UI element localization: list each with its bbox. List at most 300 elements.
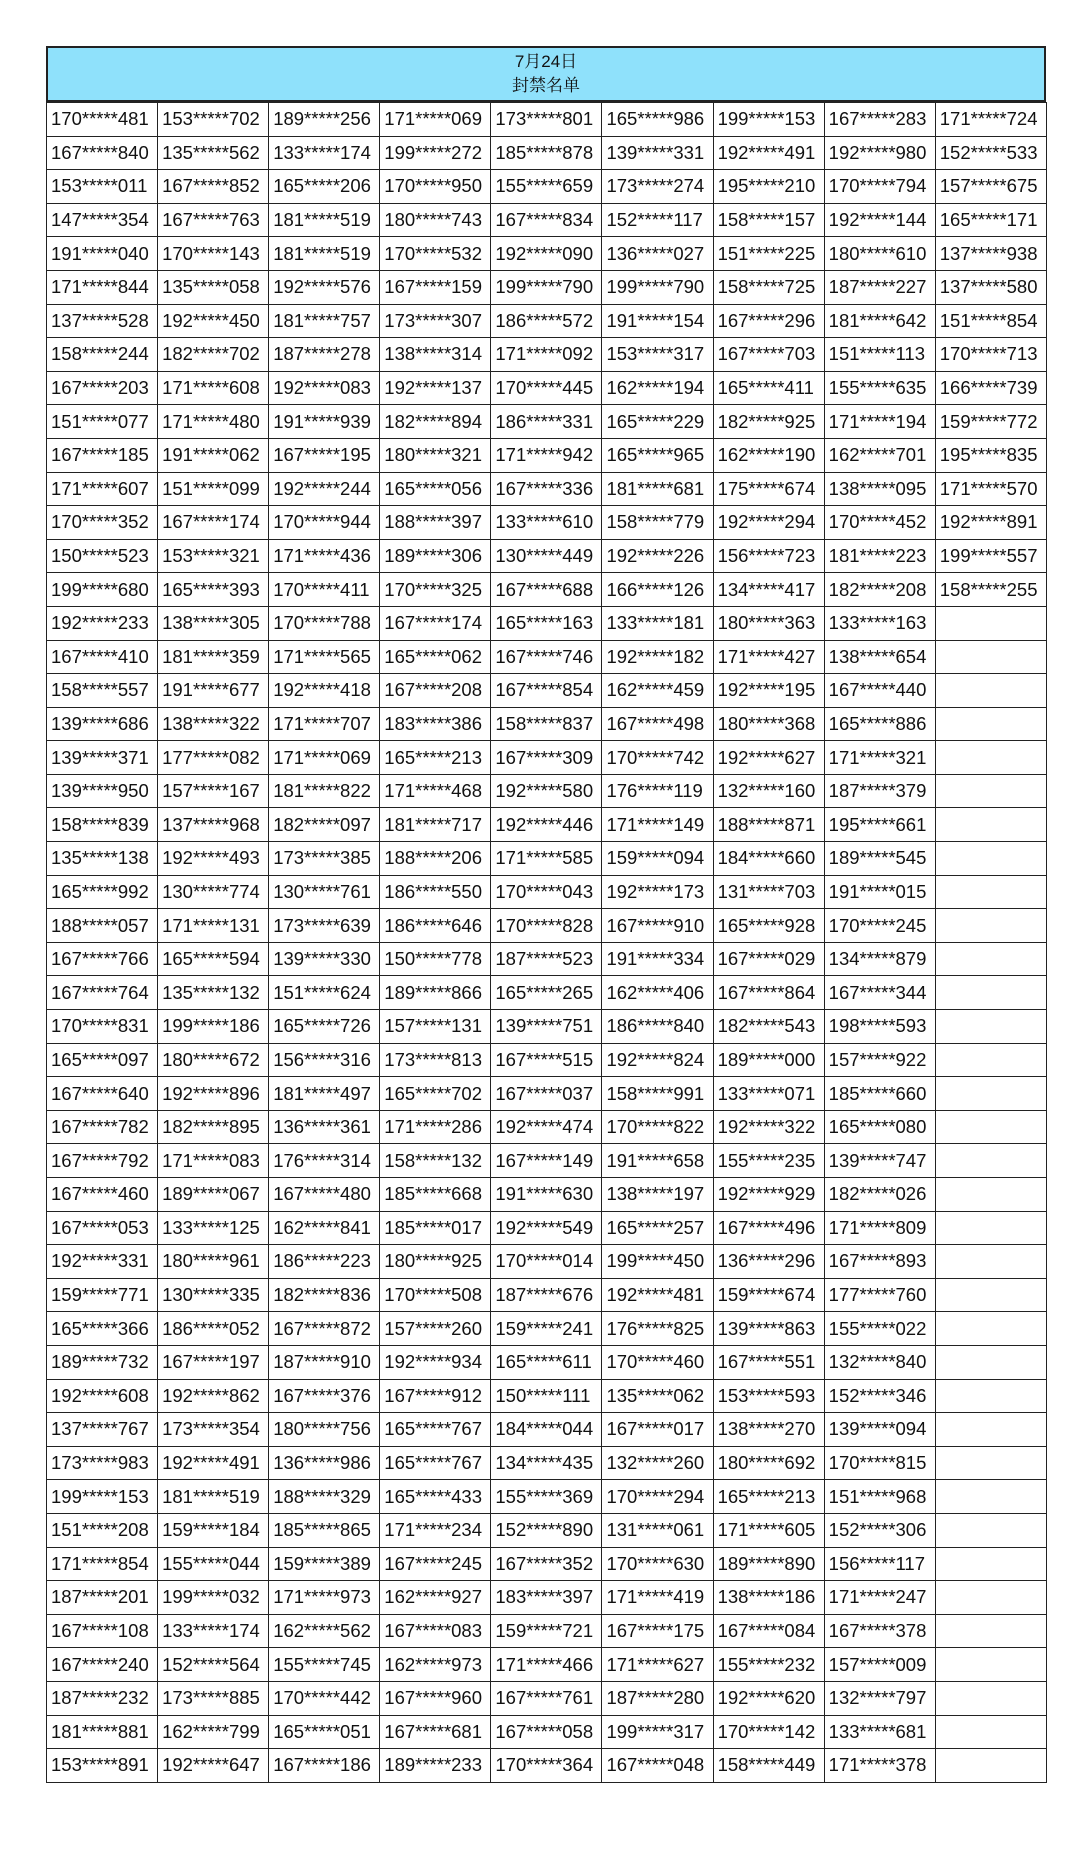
table-cell: 187*****910: [269, 1345, 380, 1379]
table-cell: 165*****206: [269, 170, 380, 204]
table-cell: 170*****815: [824, 1446, 935, 1480]
table-cell: 167*****084: [713, 1614, 824, 1648]
table-cell: 191*****334: [602, 942, 713, 976]
table-row: [47, 606, 1047, 640]
table-cell: 175*****674: [713, 472, 824, 506]
table-cell: 171*****069: [269, 741, 380, 775]
table-cell: 199*****153: [713, 103, 824, 137]
table-cell: 167*****480: [269, 1178, 380, 1212]
table-cell: 167*****352: [491, 1547, 602, 1581]
table-cell: 158*****244: [47, 338, 158, 372]
table-row: [47, 1245, 1047, 1279]
table-row: [47, 371, 1047, 405]
table-row: [47, 304, 1047, 338]
table-cell: 167*****185: [47, 438, 158, 472]
table-cell: 199*****153: [47, 1480, 158, 1514]
table-cell: 158*****837: [491, 707, 602, 741]
table-cell: 188*****871: [713, 808, 824, 842]
table-cell: 170*****822: [602, 1110, 713, 1144]
table-cell: 171*****942: [491, 438, 602, 472]
table-row: [47, 1581, 1047, 1615]
table-cell: 167*****840: [47, 136, 158, 170]
table-row: [47, 103, 1047, 137]
table-cell: 138*****186: [713, 1581, 824, 1615]
table-cell: 186*****052: [158, 1312, 269, 1346]
table-cell: 187*****232: [47, 1681, 158, 1715]
sheet-header: [46, 46, 1046, 102]
table-cell: 151*****077: [47, 405, 158, 439]
table-cell: [935, 976, 1046, 1010]
table-cell: 158*****157: [713, 203, 824, 237]
table-row: [47, 573, 1047, 607]
table-cell: 171*****466: [491, 1648, 602, 1682]
table-cell: 192*****182: [602, 640, 713, 674]
table-cell: 155*****235: [713, 1144, 824, 1178]
table-cell: 171*****436: [269, 539, 380, 573]
table-row: [47, 1749, 1047, 1783]
table-cell: 167*****283: [824, 103, 935, 137]
table-cell: 192*****824: [602, 1043, 713, 1077]
table-cell: 192*****294: [713, 506, 824, 540]
table-cell: 170*****481: [47, 103, 158, 137]
table-cell: 192*****608: [47, 1379, 158, 1413]
table-cell: 171*****724: [935, 103, 1046, 137]
table-cell: 165*****080: [824, 1110, 935, 1144]
table-cell: 170*****630: [602, 1547, 713, 1581]
table-cell: 167*****872: [269, 1312, 380, 1346]
table-row: [47, 1211, 1047, 1245]
table-cell: 150*****778: [380, 942, 491, 976]
table-cell: 151*****113: [824, 338, 935, 372]
table-cell: 171*****092: [491, 338, 602, 372]
table-cell: 185*****865: [269, 1513, 380, 1547]
table-row: [47, 170, 1047, 204]
table-row: [47, 338, 1047, 372]
table-cell: [935, 1379, 1046, 1413]
table-cell: 162*****927: [380, 1581, 491, 1615]
table-cell: 162*****194: [602, 371, 713, 405]
table-row: [47, 1480, 1047, 1514]
table-cell: 187*****676: [491, 1278, 602, 1312]
table-cell: 199*****790: [491, 270, 602, 304]
table-cell: 171*****844: [47, 270, 158, 304]
table-cell: 171*****707: [269, 707, 380, 741]
table-cell: 152*****117: [602, 203, 713, 237]
table-cell: 150*****523: [47, 539, 158, 573]
table-cell: 171*****607: [47, 472, 158, 506]
table-cell: [935, 741, 1046, 775]
table-cell: 171*****378: [824, 1749, 935, 1783]
table-cell: [935, 1614, 1046, 1648]
table-cell: 165*****051: [269, 1715, 380, 1749]
table-cell: 167*****108: [47, 1614, 158, 1648]
table-row: [47, 539, 1047, 573]
table-cell: 165*****229: [602, 405, 713, 439]
table-cell: [935, 1715, 1046, 1749]
table-cell: 192*****331: [47, 1245, 158, 1279]
table-cell: 139*****331: [602, 136, 713, 170]
table-cell: 134*****417: [713, 573, 824, 607]
table-cell: 192*****450: [158, 304, 269, 338]
table-cell: 167*****498: [602, 707, 713, 741]
table-cell: 173*****307: [380, 304, 491, 338]
table-cell: 157*****922: [824, 1043, 935, 1077]
table-cell: 180*****672: [158, 1043, 269, 1077]
table-cell: 135*****058: [158, 270, 269, 304]
table-cell: 176*****314: [269, 1144, 380, 1178]
table-cell: 170*****508: [380, 1278, 491, 1312]
table-row: [47, 1614, 1047, 1648]
table-cell: 167*****834: [491, 203, 602, 237]
table-cell: 189*****256: [269, 103, 380, 137]
table-cell: 139*****950: [47, 774, 158, 808]
table-cell: 158*****991: [602, 1077, 713, 1111]
table-cell: 180*****961: [158, 1245, 269, 1279]
table-row: [47, 808, 1047, 842]
table-cell: 165*****767: [380, 1446, 491, 1480]
table-cell: 192*****244: [269, 472, 380, 506]
table-cell: 181*****519: [158, 1480, 269, 1514]
table-cell: 165*****213: [380, 741, 491, 775]
table-cell: 155*****659: [491, 170, 602, 204]
table-cell: 171*****194: [824, 405, 935, 439]
table-cell: 167*****174: [380, 606, 491, 640]
table-cell: 165*****213: [713, 1480, 824, 1514]
table-cell: 157*****675: [935, 170, 1046, 204]
table-cell: 167*****017: [602, 1413, 713, 1447]
table-cell: 165*****594: [158, 942, 269, 976]
table-cell: [935, 1648, 1046, 1682]
ban-list-body: [47, 103, 1047, 1783]
table-row: [47, 1077, 1047, 1111]
table-cell: 134*****435: [491, 1446, 602, 1480]
table-cell: 189*****067: [158, 1178, 269, 1212]
table-cell: 165*****986: [602, 103, 713, 137]
table-cell: 159*****674: [713, 1278, 824, 1312]
table-cell: 189*****866: [380, 976, 491, 1010]
table-cell: 192*****647: [158, 1749, 269, 1783]
table-cell: 138*****654: [824, 640, 935, 674]
table-cell: 162*****841: [269, 1211, 380, 1245]
table-cell: 182*****702: [158, 338, 269, 372]
table-cell: 182*****208: [824, 573, 935, 607]
table-cell: 191*****015: [824, 875, 935, 909]
table-cell: 185*****660: [824, 1077, 935, 1111]
table-cell: 130*****761: [269, 875, 380, 909]
table-cell: 188*****057: [47, 909, 158, 943]
table-cell: 136*****986: [269, 1446, 380, 1480]
table-cell: 182*****097: [269, 808, 380, 842]
table-cell: 167*****681: [380, 1715, 491, 1749]
table-row: [47, 438, 1047, 472]
table-row: [47, 1513, 1047, 1547]
table-cell: 192*****491: [713, 136, 824, 170]
table-cell: 139*****371: [47, 741, 158, 775]
table-cell: 176*****119: [602, 774, 713, 808]
table-cell: [935, 909, 1046, 943]
table-cell: 153*****011: [47, 170, 158, 204]
table-cell: 170*****713: [935, 338, 1046, 372]
table-cell: [935, 1110, 1046, 1144]
table-cell: 167*****763: [158, 203, 269, 237]
table-cell: 158*****132: [380, 1144, 491, 1178]
table-cell: 170*****794: [824, 170, 935, 204]
table-cell: 187*****201: [47, 1581, 158, 1615]
table-cell: 199*****790: [602, 270, 713, 304]
table-row: [47, 1715, 1047, 1749]
table-cell: 162*****459: [602, 674, 713, 708]
table-row: [47, 237, 1047, 271]
table-cell: 132*****260: [602, 1446, 713, 1480]
table-cell: 181*****519: [269, 237, 380, 271]
table-cell: 171*****427: [713, 640, 824, 674]
table-cell: 181*****519: [269, 203, 380, 237]
table-cell: [935, 1547, 1046, 1581]
table-cell: 187*****280: [602, 1681, 713, 1715]
table-cell: 192*****322: [713, 1110, 824, 1144]
table-cell: 153*****317: [602, 338, 713, 372]
table-cell: 167*****174: [158, 506, 269, 540]
table-cell: 167*****852: [158, 170, 269, 204]
table-cell: 170*****294: [602, 1480, 713, 1514]
table-cell: 165*****767: [380, 1413, 491, 1447]
table-row: [47, 1547, 1047, 1581]
table-cell: 189*****890: [713, 1547, 824, 1581]
table-row: [47, 674, 1047, 708]
table-cell: 167*****245: [380, 1547, 491, 1581]
table-cell: 182*****543: [713, 1010, 824, 1044]
table-cell: 139*****686: [47, 707, 158, 741]
table-cell: [935, 1144, 1046, 1178]
table-cell: 171*****419: [602, 1581, 713, 1615]
table-cell: 191*****677: [158, 674, 269, 708]
table-cell: 165*****965: [602, 438, 713, 472]
table-row: [47, 707, 1047, 741]
table-cell: [935, 1681, 1046, 1715]
table-cell: 165*****611: [491, 1345, 602, 1379]
table-cell: 165*****097: [47, 1043, 158, 1077]
table-cell: [935, 1312, 1046, 1346]
table-cell: 167*****159: [380, 270, 491, 304]
table-row: [47, 136, 1047, 170]
table-cell: 171*****234: [380, 1513, 491, 1547]
table-cell: 170*****442: [269, 1681, 380, 1715]
table-cell: 171*****854: [47, 1547, 158, 1581]
table-cell: 186*****223: [269, 1245, 380, 1279]
table-cell: [935, 1077, 1046, 1111]
table-cell: 192*****493: [158, 842, 269, 876]
table-cell: 165*****171: [935, 203, 1046, 237]
table-cell: 171*****468: [380, 774, 491, 808]
table-cell: 167*****515: [491, 1043, 602, 1077]
table-cell: 152*****564: [158, 1648, 269, 1682]
table-cell: 133*****174: [269, 136, 380, 170]
table-cell: [935, 640, 1046, 674]
table-cell: 167*****640: [47, 1077, 158, 1111]
table-cell: 167*****782: [47, 1110, 158, 1144]
table-cell: 167*****893: [824, 1245, 935, 1279]
table-cell: [935, 674, 1046, 708]
table-cell: [935, 875, 1046, 909]
table-cell: 170*****950: [380, 170, 491, 204]
table-cell: 153*****593: [713, 1379, 824, 1413]
table-cell: 152*****346: [824, 1379, 935, 1413]
table-cell: 165*****411: [713, 371, 824, 405]
table-cell: 171*****069: [380, 103, 491, 137]
table-cell: 159*****389: [269, 1547, 380, 1581]
table-cell: 199*****272: [380, 136, 491, 170]
table-cell: 171*****149: [602, 808, 713, 842]
table-cell: 167*****761: [491, 1681, 602, 1715]
table-cell: 180*****610: [824, 237, 935, 271]
table-cell: 171*****321: [824, 741, 935, 775]
table-row: [47, 1178, 1047, 1212]
table-cell: 192*****144: [824, 203, 935, 237]
table-cell: 158*****779: [602, 506, 713, 540]
table-cell: 199*****032: [158, 1581, 269, 1615]
table-row: [47, 1144, 1047, 1178]
table-cell: 167*****296: [713, 304, 824, 338]
table-cell: 152*****890: [491, 1513, 602, 1547]
table-cell: 137*****968: [158, 808, 269, 842]
table-cell: 173*****813: [380, 1043, 491, 1077]
table-cell: 199*****317: [602, 1715, 713, 1749]
table-cell: 165*****928: [713, 909, 824, 943]
table-cell: 167*****336: [491, 472, 602, 506]
table-cell: 167*****203: [47, 371, 158, 405]
table-cell: 182*****894: [380, 405, 491, 439]
table-row: [47, 909, 1047, 943]
table-cell: 171*****809: [824, 1211, 935, 1245]
table-cell: 139*****094: [824, 1413, 935, 1447]
table-cell: 187*****278: [269, 338, 380, 372]
table-cell: 170*****788: [269, 606, 380, 640]
table-cell: 133*****174: [158, 1614, 269, 1648]
table-cell: 192*****980: [824, 136, 935, 170]
table-cell: 165*****062: [380, 640, 491, 674]
table-cell: 192*****226: [602, 539, 713, 573]
table-cell: 165*****992: [47, 875, 158, 909]
table-cell: 192*****233: [47, 606, 158, 640]
table-row: [47, 942, 1047, 976]
table-cell: 133*****071: [713, 1077, 824, 1111]
table-cell: 167*****309: [491, 741, 602, 775]
table-cell: 192*****891: [935, 506, 1046, 540]
table-cell: 177*****760: [824, 1278, 935, 1312]
table-cell: 137*****528: [47, 304, 158, 338]
table-cell: 182*****925: [713, 405, 824, 439]
table-cell: 158*****449: [713, 1749, 824, 1783]
table-cell: 173*****354: [158, 1413, 269, 1447]
table-cell: 176*****825: [602, 1312, 713, 1346]
table-cell: 171*****605: [713, 1513, 824, 1547]
table-cell: 152*****306: [824, 1513, 935, 1547]
table-cell: 167*****175: [602, 1614, 713, 1648]
table-cell: 155*****369: [491, 1480, 602, 1514]
table-cell: 170*****742: [602, 741, 713, 775]
table-cell: 170*****831: [47, 1010, 158, 1044]
table-cell: [935, 1010, 1046, 1044]
table-row: [47, 405, 1047, 439]
table-cell: [935, 707, 1046, 741]
table-cell: 188*****206: [380, 842, 491, 876]
table-cell: 151*****624: [269, 976, 380, 1010]
table-cell: 171*****608: [158, 371, 269, 405]
table-cell: 173*****274: [602, 170, 713, 204]
table-cell: 171*****480: [158, 405, 269, 439]
table-cell: 170*****828: [491, 909, 602, 943]
table-cell: [935, 1178, 1046, 1212]
table-row: [47, 506, 1047, 540]
table-cell: 165*****366: [47, 1312, 158, 1346]
table-cell: 167*****344: [824, 976, 935, 1010]
table-cell: 150*****111: [491, 1379, 602, 1413]
table-cell: [935, 942, 1046, 976]
table-cell: 181*****822: [269, 774, 380, 808]
table-cell: 167*****197: [158, 1345, 269, 1379]
table-cell: 162*****973: [380, 1648, 491, 1682]
table-cell: 191*****658: [602, 1144, 713, 1178]
table-cell: 171*****585: [491, 842, 602, 876]
table-cell: 184*****044: [491, 1413, 602, 1447]
table-cell: [935, 1513, 1046, 1547]
table-cell: 133*****610: [491, 506, 602, 540]
table-cell: 171*****565: [269, 640, 380, 674]
table-cell: 165*****433: [380, 1480, 491, 1514]
table-cell: 153*****702: [158, 103, 269, 137]
table-cell: 187*****379: [824, 774, 935, 808]
table-row: [47, 640, 1047, 674]
table-cell: 131*****703: [713, 875, 824, 909]
table-cell: 185*****017: [380, 1211, 491, 1245]
table-cell: 191*****062: [158, 438, 269, 472]
table-cell: 133*****125: [158, 1211, 269, 1245]
table-cell: 185*****878: [491, 136, 602, 170]
table-cell: 167*****186: [269, 1749, 380, 1783]
table-cell: 156*****723: [713, 539, 824, 573]
table-cell: 130*****449: [491, 539, 602, 573]
table-cell: 167*****764: [47, 976, 158, 1010]
table-cell: 191*****040: [47, 237, 158, 271]
table-cell: 192*****576: [269, 270, 380, 304]
table-cell: 165*****886: [824, 707, 935, 741]
table-cell: 189*****732: [47, 1345, 158, 1379]
table-cell: 170*****245: [824, 909, 935, 943]
table-cell: 165*****257: [602, 1211, 713, 1245]
table-cell: 165*****726: [269, 1010, 380, 1044]
table-cell: 170*****411: [269, 573, 380, 607]
table-cell: 135*****062: [602, 1379, 713, 1413]
table-cell: 138*****322: [158, 707, 269, 741]
table-cell: 186*****331: [491, 405, 602, 439]
table-cell: 167*****551: [713, 1345, 824, 1379]
table-cell: 155*****044: [158, 1547, 269, 1581]
table-cell: 170*****452: [824, 506, 935, 540]
table-cell: 188*****397: [380, 506, 491, 540]
table-cell: 167*****766: [47, 942, 158, 976]
table-cell: 167*****912: [380, 1379, 491, 1413]
table-cell: 159*****771: [47, 1278, 158, 1312]
table-row: [47, 842, 1047, 876]
table-row: [47, 741, 1047, 775]
table-cell: 170*****532: [380, 237, 491, 271]
table-cell: 151*****208: [47, 1513, 158, 1547]
table-cell: 162*****406: [602, 976, 713, 1010]
table-cell: 189*****306: [380, 539, 491, 573]
table-cell: [935, 1043, 1046, 1077]
table-cell: 133*****181: [602, 606, 713, 640]
table-cell: 153*****891: [47, 1749, 158, 1783]
